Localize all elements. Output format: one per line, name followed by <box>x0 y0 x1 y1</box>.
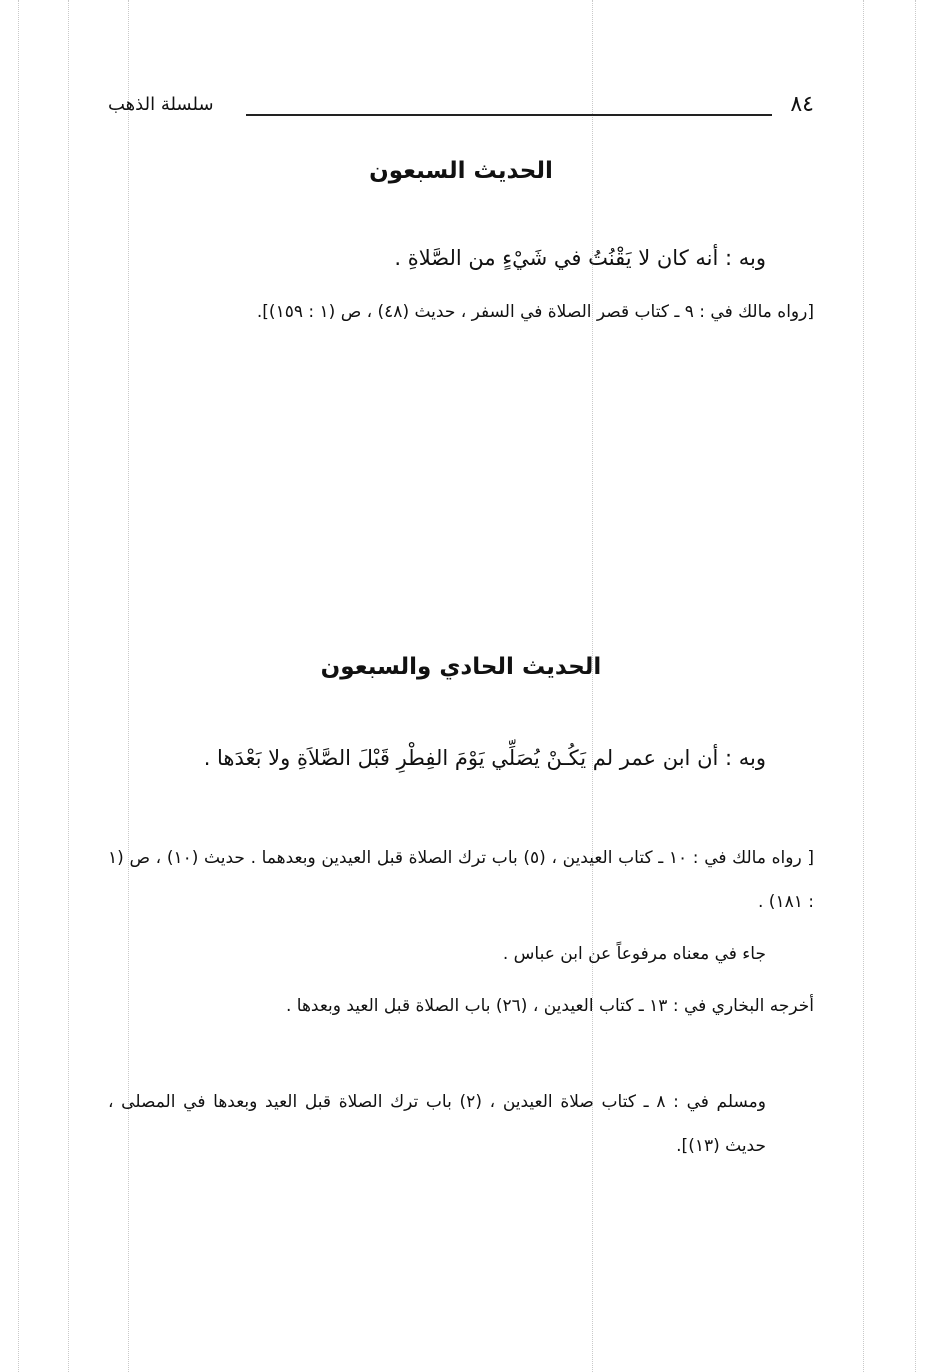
hadith-71-note-ibn-abbas: جاء في معناه مرفوعاً عن ابن عباس . <box>502 944 766 964</box>
scan-guide-line <box>68 0 69 1372</box>
hadith-71-text: وبه : أن ابن عمر لم يَكُـنْ يُصَلِّي يَوْمَ الفِطْرِ قَبْلَ الصَّلاَةِ ولا بَعْدَها . <box>203 746 766 770</box>
hadith-71-source-malik: [ رواه مالك في : ١٠ ـ كتاب العيدين ، (٥) باب ترك الصلاة قبل العيدين وبعدهما . حديث (١٠) ، ص (١ : ١٨١) . <box>108 848 814 912</box>
hadith-70-text: وبه : أنه كان لا يَقْنُتُ في شَيْءٍ من الصَّلاةِ . <box>394 246 766 270</box>
hadith-71-source-bukhari: أخرجه البخاري في : ١٣ ـ كتاب العيدين ، (٢٦) باب الصلاة قبل العيد وبعدها . <box>285 996 814 1016</box>
scan-guide-line <box>915 0 916 1372</box>
hadith-71-source-muslim: ومسلم في : ٨ ـ كتاب صلاة العيدين ، (٢) باب ترك الصلاة قبل العيد وبعدها في المصلى ، حديث (١٣)]. <box>108 1092 766 1156</box>
header-rule <box>246 114 772 116</box>
hadith-70-source: [رواه مالك في : ٩ ـ كتاب قصر الصلاة في السفر ، حديث (٤٨) ، ص (١ : ١٥٩)]. <box>256 302 814 322</box>
running-title: سلسلة الذهب <box>108 94 214 115</box>
page-header <box>108 92 814 126</box>
page-number: ٨٤ <box>790 92 814 117</box>
hadith-70-heading: الحديث السبعون <box>369 158 553 184</box>
scan-guide-line <box>18 0 19 1372</box>
hadith-71-heading: الحديث الحادي والسبعون <box>320 654 602 680</box>
scan-guide-line <box>863 0 864 1372</box>
